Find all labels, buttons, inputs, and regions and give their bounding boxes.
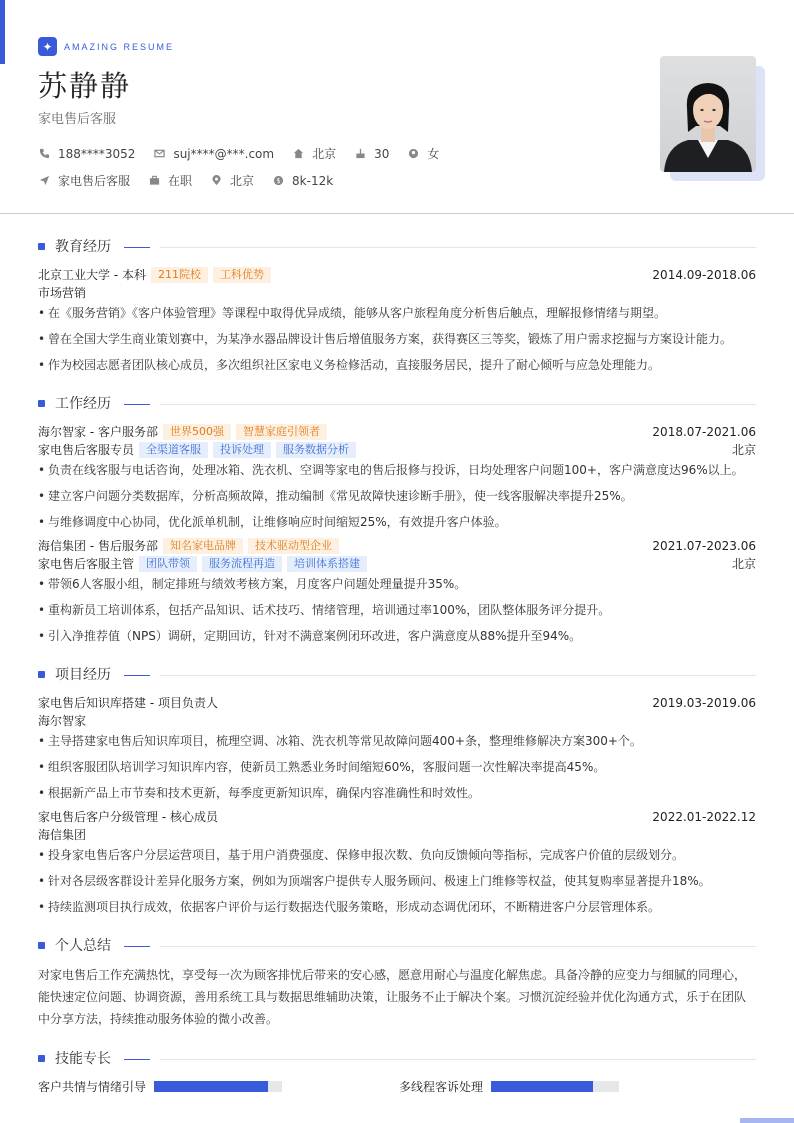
role-name: 家电售后客服专员 xyxy=(38,443,135,457)
section-work xyxy=(38,394,756,414)
section-rule xyxy=(160,1059,756,1060)
project-date: 2019.03-2019.06 xyxy=(652,696,756,710)
profile-photo xyxy=(660,56,756,172)
skill-item xyxy=(38,1078,282,1095)
age-text: 30 xyxy=(374,146,390,161)
section-marker xyxy=(38,243,45,250)
header-divider xyxy=(0,213,794,214)
section-marker xyxy=(38,1055,45,1062)
section-dash xyxy=(124,946,150,947)
section-dash xyxy=(124,404,150,405)
role-tag: 投诉处理 xyxy=(213,442,271,458)
sparkle-icon: ✦ xyxy=(38,37,57,56)
left-accent-bar xyxy=(0,0,5,64)
home-text: 北京 xyxy=(312,147,337,161)
project-org: 海尔智家 xyxy=(38,714,87,728)
skill-name: 多线程客诉处理 xyxy=(399,1080,484,1094)
role-tag: 全渠道客服 xyxy=(139,442,208,458)
project-bullet: • 主导搭建家电售后知识库项目，梳理空调、冰箱、洗衣机等常见故障问题400+条，整理维修解决方案300+个。 xyxy=(38,732,756,750)
home-item xyxy=(292,145,336,162)
location-text: 北京 xyxy=(230,174,255,188)
work-bullet: • 带领6人客服小组，制定排班与绩效考核方案，月度客户问题处理量提升35%。 xyxy=(38,575,756,593)
user-icon xyxy=(407,148,419,160)
cake-icon xyxy=(354,148,366,160)
location-item xyxy=(210,172,254,189)
section-rule xyxy=(160,404,756,405)
section-title: 项目经历 xyxy=(55,667,111,683)
section-projects xyxy=(38,665,756,685)
email-item xyxy=(153,147,274,161)
location-pin-icon xyxy=(210,175,222,187)
status-text: 在职 xyxy=(168,174,193,188)
gender-text: 女 xyxy=(427,147,440,161)
role-name: 家电售后客服主管 xyxy=(38,557,135,571)
work-2-header xyxy=(38,537,756,555)
money-icon xyxy=(272,175,284,187)
svg-text:$: $ xyxy=(275,177,281,186)
work-bullet: • 重构新员工培训体系，包括产品知识、话术技巧、情绪管理，培训通过率100%，团队整体服务评分提升。 xyxy=(38,601,756,619)
gender-item xyxy=(407,145,439,162)
work-1-header xyxy=(38,423,756,441)
phone-text: 188****3052 xyxy=(58,146,136,161)
project-title: 家电售后客户分级管理 - 核心成员 xyxy=(38,810,218,824)
corner-accent xyxy=(740,1118,794,1123)
education-bullet: • 曾在全国大学生商业策划赛中，为某净水器品牌设计售后增值服务方案，获得赛区三等奖，锻炼了用户需求挖掘与方案设计能力。 xyxy=(38,330,756,348)
candidate-title: 家电售后客服 xyxy=(38,112,117,127)
work-1-role xyxy=(38,441,756,459)
section-marker xyxy=(38,671,45,678)
work-bullet: • 与维修调度中心协同，优化派单机制，让维修响应时间缩短25%，有效提升客户体验。 xyxy=(38,513,756,531)
work-city: 北京 xyxy=(731,443,756,457)
candidate-name: 苏静静 xyxy=(38,69,132,103)
project-bullet: • 投身家电售后客户分层运营项目，基于用户消费强度、保修申报次数、负向反馈倾向等指标，完成客户价值的层级划分。 xyxy=(38,846,756,864)
section-dash xyxy=(124,675,150,676)
company-tag: 知名家电品牌 xyxy=(163,538,243,554)
skill-item xyxy=(399,1078,619,1095)
project-title: 家电售后知识库搭建 - 项目负责人 xyxy=(38,696,218,710)
project-bullet: • 持续监测项目执行成效，依据客户评价与运行数据迭代服务策略，形成动态调优闭环，不断精进客户分层管理体系。 xyxy=(38,898,756,916)
salary-item xyxy=(272,174,333,188)
school-name: 北京工业大学 - 本科 xyxy=(38,268,146,282)
email-text: suj****@***.com xyxy=(173,146,275,161)
section-title: 工作经历 xyxy=(55,396,111,412)
school-tag: 211院校 xyxy=(151,267,208,283)
skill-bar xyxy=(491,1081,619,1092)
company-name: 海信集团 - 售后服务部 xyxy=(38,539,158,553)
section-title: 教育经历 xyxy=(55,239,111,255)
work-bullet: • 建立客户问题分类数据库，分析高频故障，推动编制《常见故障快速诊断手册》，使一线客服解决率提升25%。 xyxy=(38,487,756,505)
education-bullet: • 作为校园志愿者团队核心成员，多次组织社区家电义务检修活动，直接服务居民，提升了耐心倾听与应急处理能力。 xyxy=(38,356,756,374)
section-marker xyxy=(38,400,45,407)
work-date: 2021.07-2023.06 xyxy=(652,539,756,553)
section-summary xyxy=(38,936,756,956)
project-2-header xyxy=(38,808,756,826)
company-name: 海尔智家 - 客户服务部 xyxy=(38,425,158,439)
section-rule xyxy=(160,675,756,676)
education-bullet: • 在《服务营销》《客户体验管理》等课程中取得优异成绩，能够从客户旅程角度分析售后触点，理解报修情绪与期望。 xyxy=(38,304,756,322)
skill-bar xyxy=(154,1081,282,1092)
project-bullet: • 组织客服团队培训学习知识库内容，使新员工熟悉业务时间缩短60%，客服问题一次性解决率提高45%。 xyxy=(38,758,756,776)
education-header xyxy=(38,266,756,284)
section-dash xyxy=(124,247,150,248)
section-rule xyxy=(160,946,756,947)
company-tag: 智慧家庭引领者 xyxy=(236,424,327,440)
education-date: 2014.09-2018.06 xyxy=(652,268,756,282)
company-tag: 技术驱动型企业 xyxy=(248,538,339,554)
section-education xyxy=(38,237,756,257)
section-skills xyxy=(38,1049,756,1069)
contact-row-1 xyxy=(38,145,457,162)
skill-bar-fill xyxy=(154,1081,268,1092)
work-2-role xyxy=(38,555,756,573)
age-item xyxy=(354,147,389,161)
section-title: 个人总结 xyxy=(55,938,111,954)
education-major: 市场营销 xyxy=(38,286,87,300)
contact-row-2 xyxy=(38,172,351,189)
target-job-item xyxy=(38,172,130,189)
section-marker xyxy=(38,942,45,949)
phone-item xyxy=(38,147,135,161)
target-job-text: 家电售后客服 xyxy=(58,174,131,188)
briefcase-icon xyxy=(148,175,160,187)
work-city: 北京 xyxy=(731,557,756,571)
work-bullet: • 负责在线客服与电话咨询，处理冰箱、洗衣机、空调等家电的售后报修与投诉，日均处理客户问题100+，客户满意度达96%以上。 xyxy=(38,461,756,479)
project-org: 海信集团 xyxy=(38,828,87,842)
home-icon xyxy=(292,148,304,160)
brand xyxy=(38,37,174,56)
company-tag: 世界500强 xyxy=(163,424,231,440)
salary-text: 8k-12k xyxy=(292,173,334,188)
section-rule xyxy=(160,247,756,248)
work-date: 2018.07-2021.06 xyxy=(652,425,756,439)
brand-text: AMAZING RESUME xyxy=(64,41,175,52)
send-icon xyxy=(38,175,50,187)
school-tag: 工科优势 xyxy=(213,267,271,283)
role-tag: 团队带领 xyxy=(139,556,197,572)
summary-text: 对家电售后工作充满热忱，享受每一次为顾客排忧后带来的安心感，愿意用耐心与温度化解焦虑。具备冷静的应变力与细腻的同理心，能快速定位问题、协调资源，善用系统工具与数据思维辅助决策，让服务不止于解决个案。习惯沉淀经验并优化沟通方式，乐于在团队中分享方法，持续推动服务体验的微小改善。 xyxy=(38,968,747,1026)
skill-bar-fill xyxy=(491,1081,593,1092)
project-bullet: • 根据新产品上市节奏和技术更新，每季度更新知识库，确保内容准确性和时效性。 xyxy=(38,784,756,802)
role-tag: 服务数据分析 xyxy=(276,442,356,458)
mail-icon xyxy=(153,148,165,160)
section-dash xyxy=(124,1059,150,1060)
project-date: 2022.01-2022.12 xyxy=(652,810,756,824)
work-bullet: • 引入净推荐值（NPS）调研，定期回访，针对不满意案例闭环改进，客户满意度从88%提升至94%。 xyxy=(38,627,756,645)
skill-name: 客户共情与情绪引导 xyxy=(38,1080,147,1094)
phone-icon xyxy=(38,148,50,160)
status-item xyxy=(148,172,192,189)
project-bullet: • 针对各层级客群设计差异化服务方案，例如为顶端客户提供专人服务顾问、极速上门维修等权益，使其复购率显著提升18%。 xyxy=(38,872,756,890)
role-tag: 培训体系搭建 xyxy=(287,556,367,572)
project-1-header xyxy=(38,694,756,712)
section-title: 技能专长 xyxy=(55,1051,111,1067)
role-tag: 服务流程再造 xyxy=(202,556,282,572)
